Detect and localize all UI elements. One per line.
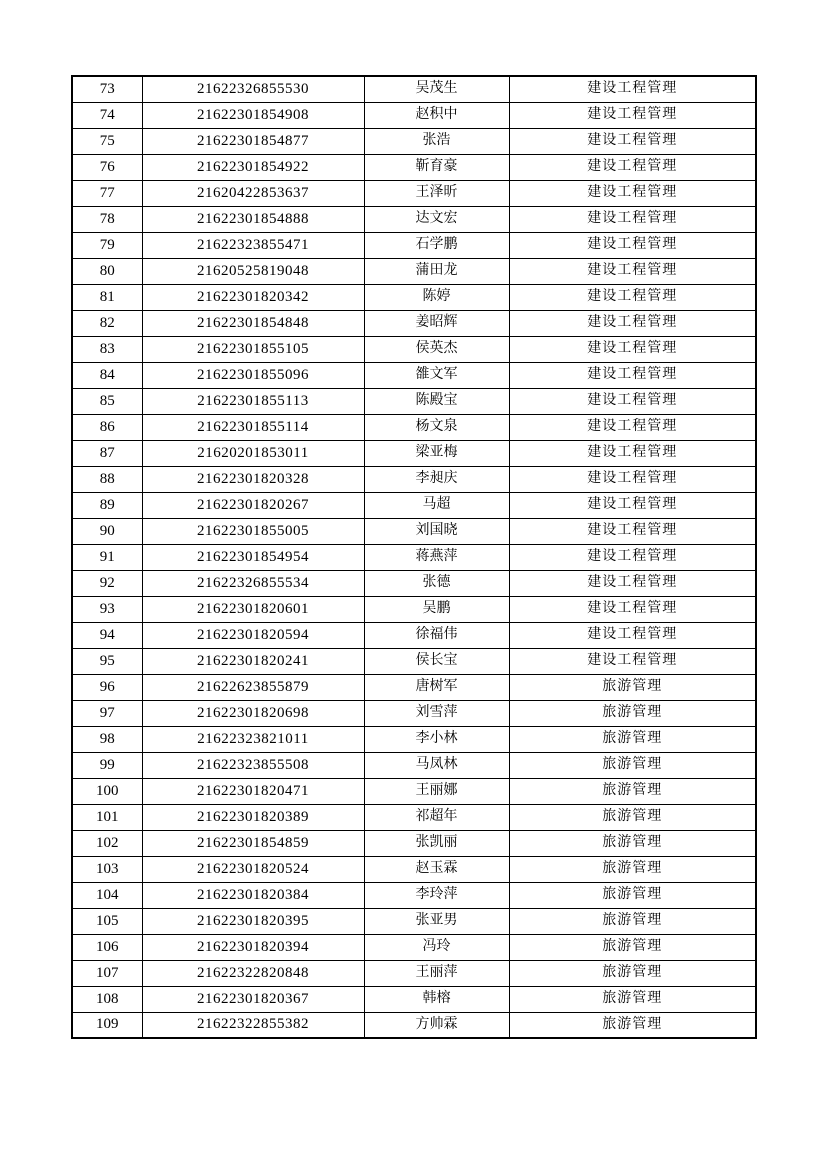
- row-number-cell: 104: [72, 882, 142, 908]
- major-cell: 建设工程管理: [509, 414, 756, 440]
- table-row: [72, 700, 756, 726]
- major-cell: 旅游管理: [509, 700, 756, 726]
- major-cell: 建设工程管理: [509, 128, 756, 154]
- student-id-cell: 21622326855534: [142, 570, 364, 596]
- student-id-cell: 21622301854922: [142, 154, 364, 180]
- student-name-cell: 李玲萍: [364, 882, 509, 908]
- major-cell: 建设工程管理: [509, 154, 756, 180]
- student-name-cell: 王丽萍: [364, 960, 509, 986]
- student-name-cell: 吴鹏: [364, 596, 509, 622]
- student-name-cell: 唐树军: [364, 674, 509, 700]
- row-number-cell: 84: [72, 362, 142, 388]
- table-row: [72, 960, 756, 986]
- major-cell: 建设工程管理: [509, 76, 756, 102]
- major-cell: 旅游管理: [509, 934, 756, 960]
- major-cell: 旅游管理: [509, 726, 756, 752]
- student-name-cell: 方帅霖: [364, 1012, 509, 1038]
- student-id-cell: 21622301820342: [142, 284, 364, 310]
- student-name-cell: 蒋燕萍: [364, 544, 509, 570]
- major-cell: 建设工程管理: [509, 440, 756, 466]
- major-cell: 建设工程管理: [509, 310, 756, 336]
- row-number-cell: 102: [72, 830, 142, 856]
- row-number-cell: 90: [72, 518, 142, 544]
- student-id-cell: 21622322820848: [142, 960, 364, 986]
- table-row: [72, 310, 756, 336]
- student-name-cell: 吴茂生: [364, 76, 509, 102]
- student-id-cell: 21622301855113: [142, 388, 364, 414]
- row-number-cell: 95: [72, 648, 142, 674]
- major-cell: 旅游管理: [509, 674, 756, 700]
- student-name-cell: 姜昭辉: [364, 310, 509, 336]
- table-row: [72, 492, 756, 518]
- row-number-cell: 106: [72, 934, 142, 960]
- student-id-cell: 21622301855105: [142, 336, 364, 362]
- major-cell: 建设工程管理: [509, 362, 756, 388]
- table-row: [72, 440, 756, 466]
- student-name-cell: 蒲田龙: [364, 258, 509, 284]
- student-name-cell: 韩榕: [364, 986, 509, 1012]
- student-name-cell: 陈殿宝: [364, 388, 509, 414]
- student-name-cell: 马超: [364, 492, 509, 518]
- row-number-cell: 87: [72, 440, 142, 466]
- major-cell: 旅游管理: [509, 804, 756, 830]
- major-cell: 建设工程管理: [509, 284, 756, 310]
- major-cell: 旅游管理: [509, 1012, 756, 1038]
- student-name-cell: 靳育豪: [364, 154, 509, 180]
- student-name-cell: 刘国晓: [364, 518, 509, 544]
- table-row: [72, 1012, 756, 1038]
- student-id-cell: 21622301820601: [142, 596, 364, 622]
- student-name-cell: 达文宏: [364, 206, 509, 232]
- student-id-cell: 21622301854859: [142, 830, 364, 856]
- student-id-cell: 21622301855096: [142, 362, 364, 388]
- student-id-cell: 21622301854954: [142, 544, 364, 570]
- table-row: [72, 908, 756, 934]
- student-name-cell: 冯玲: [364, 934, 509, 960]
- student-id-cell: 21622301820394: [142, 934, 364, 960]
- table-row: [72, 414, 756, 440]
- student-name-cell: 张浩: [364, 128, 509, 154]
- major-cell: 建设工程管理: [509, 206, 756, 232]
- table-row: [72, 648, 756, 674]
- table-row: [72, 76, 756, 102]
- student-id-cell: 21622322855382: [142, 1012, 364, 1038]
- row-number-cell: 79: [72, 232, 142, 258]
- major-cell: 建设工程管理: [509, 622, 756, 648]
- student-id-cell: 21622323855471: [142, 232, 364, 258]
- student-id-cell: 21622301820241: [142, 648, 364, 674]
- student-id-cell: 21620201853011: [142, 440, 364, 466]
- row-number-cell: 98: [72, 726, 142, 752]
- student-name-cell: 李小林: [364, 726, 509, 752]
- table-row: [72, 206, 756, 232]
- row-number-cell: 96: [72, 674, 142, 700]
- student-id-cell: 21622301855114: [142, 414, 364, 440]
- student-name-cell: 梁亚梅: [364, 440, 509, 466]
- row-number-cell: 86: [72, 414, 142, 440]
- major-cell: 建设工程管理: [509, 596, 756, 622]
- student-id-cell: 21622326855530: [142, 76, 364, 102]
- student-name-cell: 张亚男: [364, 908, 509, 934]
- student-id-cell: 21622301820395: [142, 908, 364, 934]
- row-number-cell: 83: [72, 336, 142, 362]
- table-row: [72, 778, 756, 804]
- student-id-cell: 21622301820328: [142, 466, 364, 492]
- student-name-cell: 赵玉霖: [364, 856, 509, 882]
- student-id-cell: 21620422853637: [142, 180, 364, 206]
- table-row: [72, 830, 756, 856]
- student-id-cell: 21622301820698: [142, 700, 364, 726]
- row-number-cell: 75: [72, 128, 142, 154]
- major-cell: 旅游管理: [509, 778, 756, 804]
- student-name-cell: 徐福伟: [364, 622, 509, 648]
- student-id-cell: 21622301820384: [142, 882, 364, 908]
- student-name-cell: 王泽昕: [364, 180, 509, 206]
- student-id-cell: 21622301820367: [142, 986, 364, 1012]
- student-name-cell: 侯长宝: [364, 648, 509, 674]
- table-row: [72, 856, 756, 882]
- student-id-cell: 21620525819048: [142, 258, 364, 284]
- table-row: [72, 128, 756, 154]
- row-number-cell: 74: [72, 102, 142, 128]
- student-name-cell: 祁超年: [364, 804, 509, 830]
- major-cell: 旅游管理: [509, 856, 756, 882]
- row-number-cell: 81: [72, 284, 142, 310]
- row-number-cell: 85: [72, 388, 142, 414]
- row-number-cell: 94: [72, 622, 142, 648]
- row-number-cell: 109: [72, 1012, 142, 1038]
- student-id-cell: 21622301820471: [142, 778, 364, 804]
- student-id-cell: 21622301855005: [142, 518, 364, 544]
- table-row: [72, 362, 756, 388]
- student-id-cell: 21622301820594: [142, 622, 364, 648]
- major-cell: 建设工程管理: [509, 102, 756, 128]
- table-row: [72, 232, 756, 258]
- student-roster-table: [71, 75, 757, 1039]
- row-number-cell: 80: [72, 258, 142, 284]
- student-name-cell: 侯英杰: [364, 336, 509, 362]
- major-cell: 旅游管理: [509, 882, 756, 908]
- row-number-cell: 93: [72, 596, 142, 622]
- table-row: [72, 622, 756, 648]
- major-cell: 旅游管理: [509, 908, 756, 934]
- student-id-cell: 21622301820389: [142, 804, 364, 830]
- major-cell: 建设工程管理: [509, 518, 756, 544]
- student-id-cell: 21622301854877: [142, 128, 364, 154]
- student-id-cell: 21622301854888: [142, 206, 364, 232]
- table-row: [72, 388, 756, 414]
- row-number-cell: 76: [72, 154, 142, 180]
- student-name-cell: 马凤林: [364, 752, 509, 778]
- major-cell: 建设工程管理: [509, 180, 756, 206]
- row-number-cell: 105: [72, 908, 142, 934]
- student-id-cell: 21622323821011: [142, 726, 364, 752]
- table-row: [72, 674, 756, 700]
- major-cell: 建设工程管理: [509, 648, 756, 674]
- major-cell: 旅游管理: [509, 830, 756, 856]
- table-row: [72, 752, 756, 778]
- table-row: [72, 934, 756, 960]
- row-number-cell: 78: [72, 206, 142, 232]
- row-number-cell: 108: [72, 986, 142, 1012]
- table-row: [72, 570, 756, 596]
- table-row: [72, 466, 756, 492]
- table-row: [72, 336, 756, 362]
- row-number-cell: 92: [72, 570, 142, 596]
- table-row: [72, 180, 756, 206]
- table-row: [72, 544, 756, 570]
- student-name-cell: 石学鹏: [364, 232, 509, 258]
- major-cell: 建设工程管理: [509, 336, 756, 362]
- student-name-cell: 刘雪萍: [364, 700, 509, 726]
- major-cell: 建设工程管理: [509, 232, 756, 258]
- row-number-cell: 97: [72, 700, 142, 726]
- row-number-cell: 88: [72, 466, 142, 492]
- table-row: [72, 804, 756, 830]
- major-cell: 建设工程管理: [509, 544, 756, 570]
- student-name-cell: 陈婷: [364, 284, 509, 310]
- student-table-body: [72, 76, 756, 1038]
- table-row: [72, 154, 756, 180]
- major-cell: 旅游管理: [509, 752, 756, 778]
- major-cell: 建设工程管理: [509, 388, 756, 414]
- student-name-cell: 杨文泉: [364, 414, 509, 440]
- student-id-cell: 21622301854848: [142, 310, 364, 336]
- student-name-cell: 张德: [364, 570, 509, 596]
- row-number-cell: 73: [72, 76, 142, 102]
- row-number-cell: 99: [72, 752, 142, 778]
- table-row: [72, 284, 756, 310]
- row-number-cell: 100: [72, 778, 142, 804]
- table-row: [72, 518, 756, 544]
- row-number-cell: 82: [72, 310, 142, 336]
- major-cell: 旅游管理: [509, 960, 756, 986]
- row-number-cell: 89: [72, 492, 142, 518]
- student-name-cell: 张凯丽: [364, 830, 509, 856]
- student-id-cell: 21622301854908: [142, 102, 364, 128]
- major-cell: 建设工程管理: [509, 492, 756, 518]
- row-number-cell: 77: [72, 180, 142, 206]
- major-cell: 建设工程管理: [509, 570, 756, 596]
- student-name-cell: 王丽娜: [364, 778, 509, 804]
- student-name-cell: 赵积中: [364, 102, 509, 128]
- row-number-cell: 107: [72, 960, 142, 986]
- table-row: [72, 596, 756, 622]
- table-row: [72, 258, 756, 284]
- student-id-cell: 21622301820524: [142, 856, 364, 882]
- student-id-cell: 21622623855879: [142, 674, 364, 700]
- table-row: [72, 102, 756, 128]
- table-row: [72, 986, 756, 1012]
- student-name-cell: 李昶庆: [364, 466, 509, 492]
- student-id-cell: 21622301820267: [142, 492, 364, 518]
- student-name-cell: 雒文军: [364, 362, 509, 388]
- table-row: [72, 882, 756, 908]
- major-cell: 建设工程管理: [509, 258, 756, 284]
- row-number-cell: 91: [72, 544, 142, 570]
- row-number-cell: 101: [72, 804, 142, 830]
- major-cell: 建设工程管理: [509, 466, 756, 492]
- student-id-cell: 21622323855508: [142, 752, 364, 778]
- table-row: [72, 726, 756, 752]
- row-number-cell: 103: [72, 856, 142, 882]
- major-cell: 旅游管理: [509, 986, 756, 1012]
